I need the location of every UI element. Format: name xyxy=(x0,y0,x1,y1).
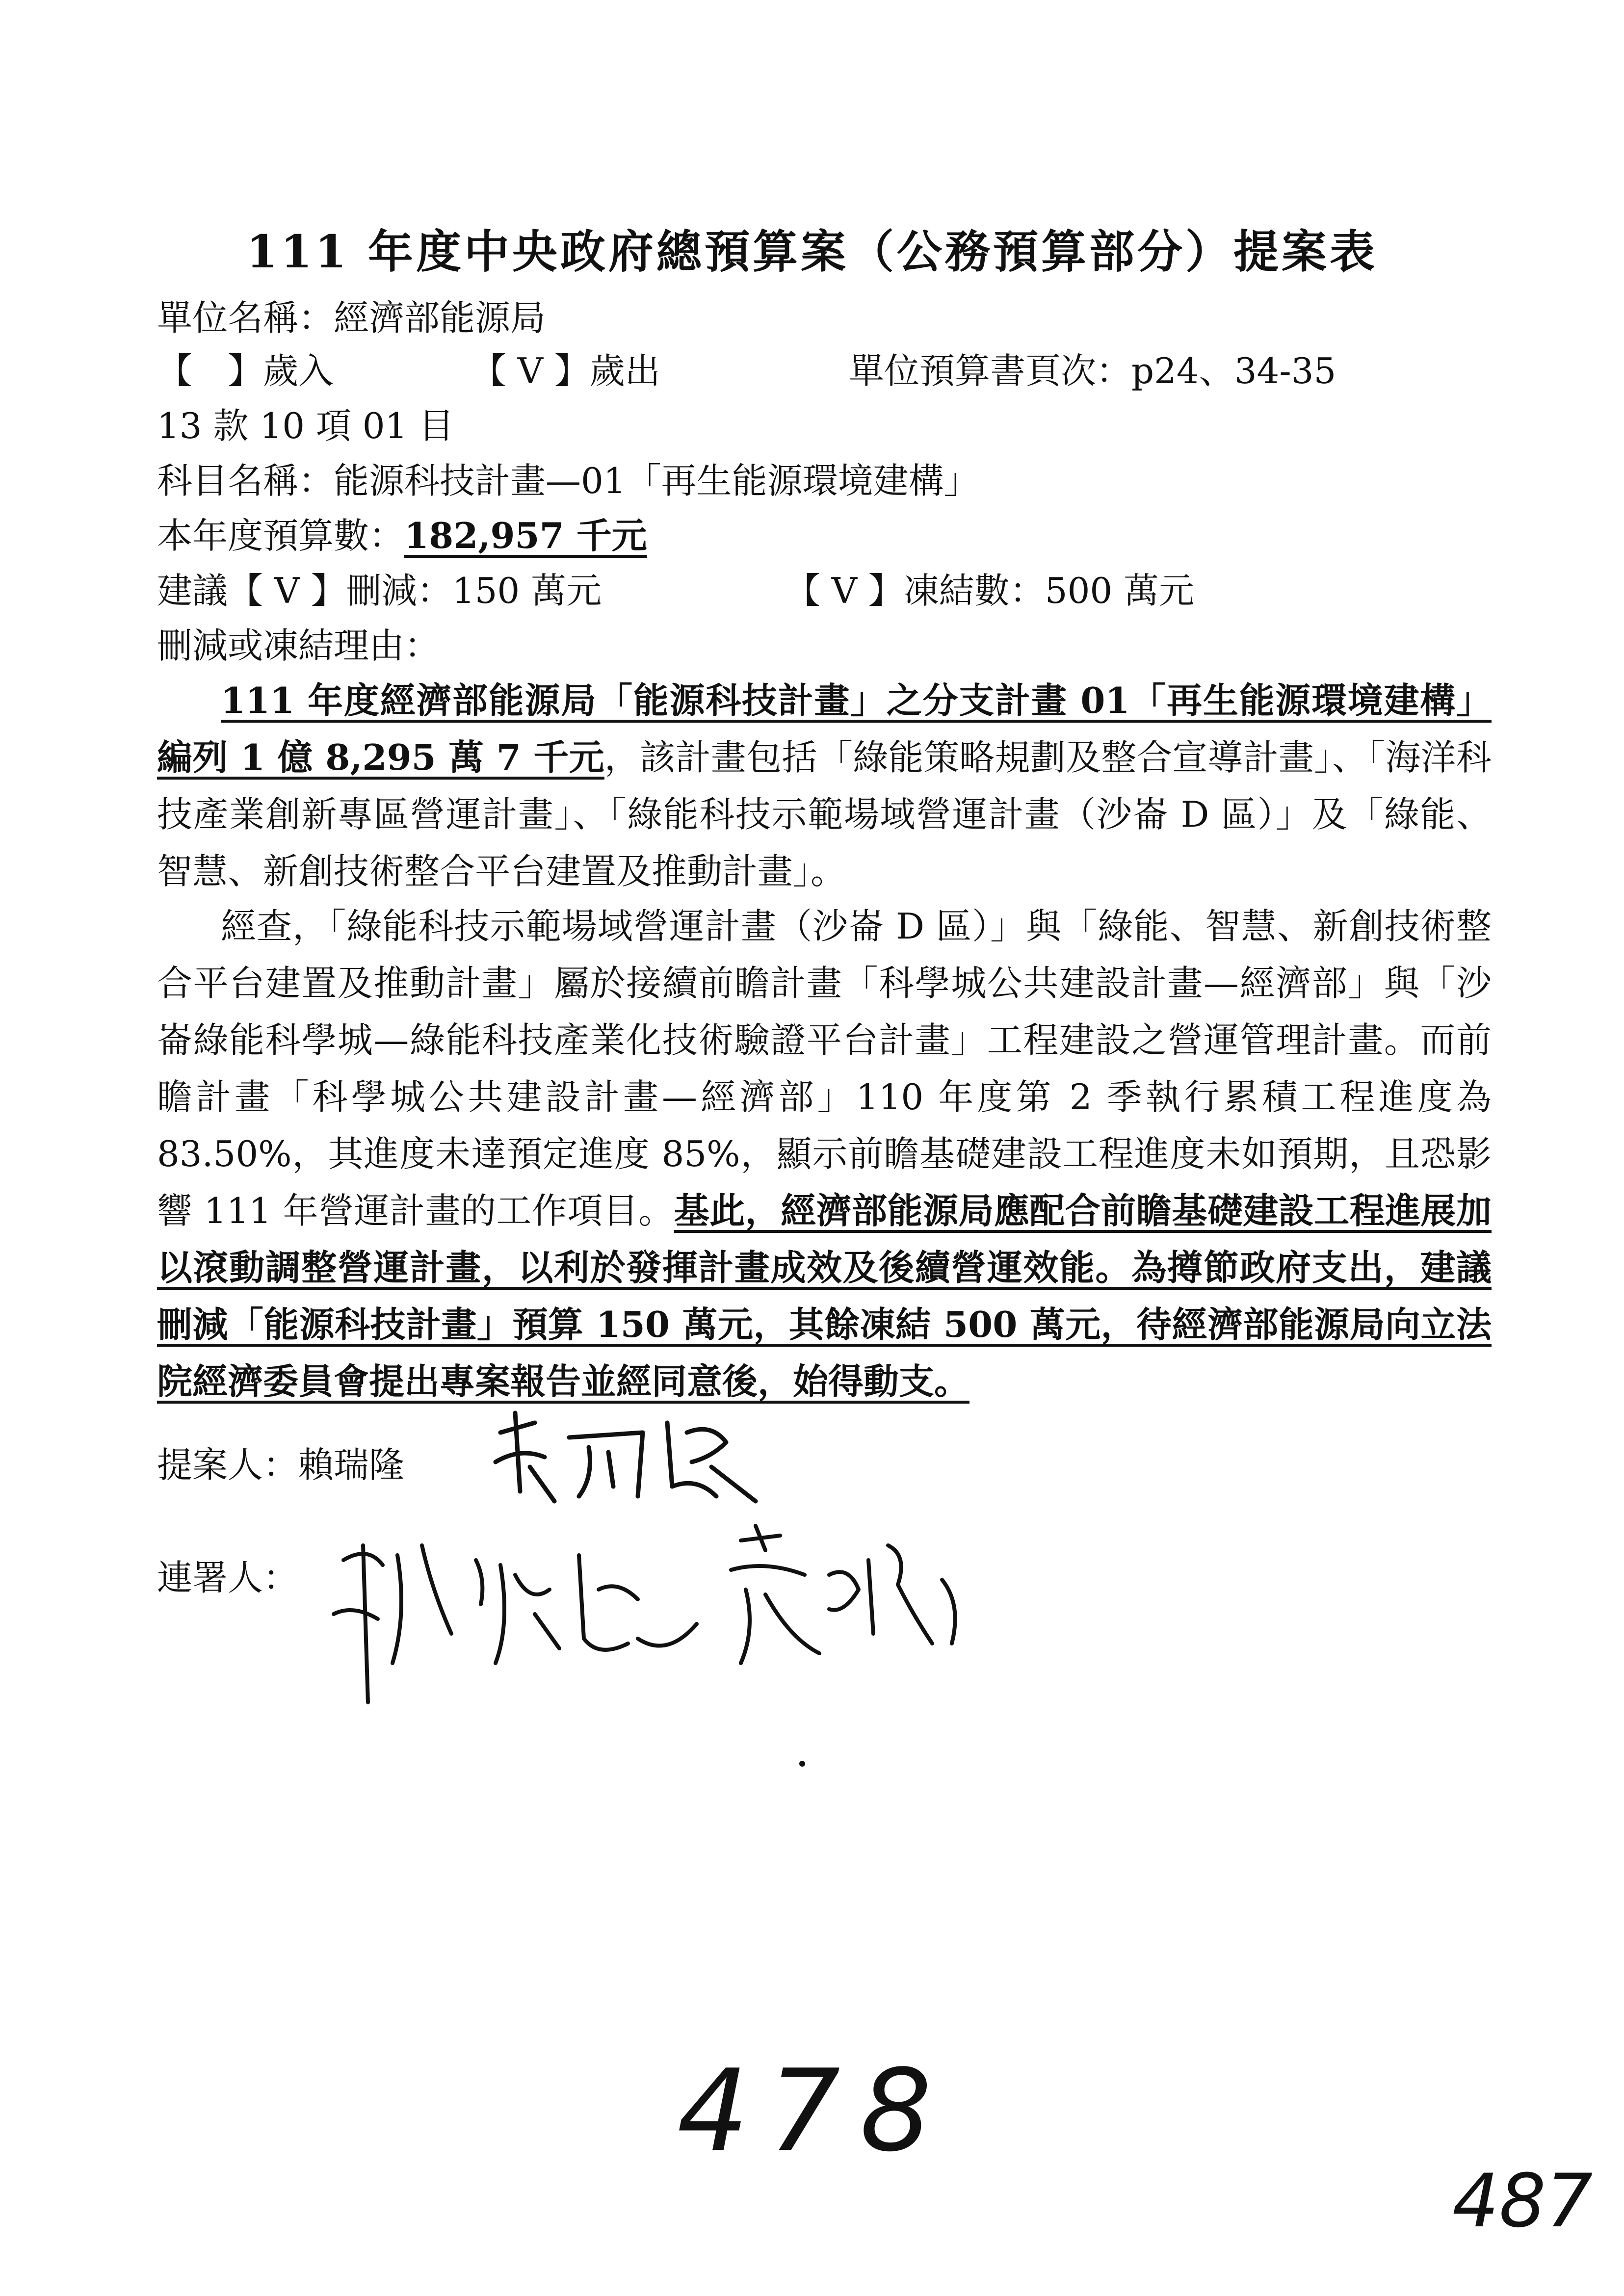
page-number-corner: 487 xyxy=(1452,2159,1593,2244)
reason-label: 刪減或凍結理由： xyxy=(157,625,440,666)
proposer-label: 提案人：賴瑞隆 xyxy=(157,1444,405,1486)
budget-amount-label: 本年度預算數： xyxy=(157,515,405,556)
page-number-center: 478 xyxy=(677,2046,951,2177)
suggest-cut: 建議【 V 】刪減：150 萬元 xyxy=(157,570,602,611)
expenditure-checkbox: 【 V 】歲出 xyxy=(471,350,660,391)
subject-name: 科目名稱：能源科技計畫—01「再生能源環境建構」 xyxy=(157,460,979,501)
revenue-checkbox: 【 】歲入 xyxy=(157,350,334,391)
reason-paragraph-1 xyxy=(157,672,1492,900)
suggest-freeze: 【 V 】凍結數：500 萬元 xyxy=(785,570,1195,611)
reason-paragraph-2 xyxy=(157,898,1492,1410)
paragraph-1-text: ，該計畫包括「綠能策略規劃及整合宣導計畫」、「海洋科技產業創新專區營運計畫」、「綠能科技示範場域營運計畫（沙崙 D 區）」及「綠能、智慧、新創技術整合平台建置及推動計畫」。 xyxy=(157,737,1492,892)
budget-amount-row xyxy=(157,515,647,556)
proposer-signature xyxy=(481,1403,775,1521)
budget-amount-value: 182,957 千元 xyxy=(404,515,647,556)
unit-name: 單位名稱：經濟部能源局 xyxy=(157,297,546,339)
document-title: 111 年度中央政府總預算案（公務預算部分）提案表 xyxy=(246,225,1378,278)
cosigner-label: 連署人： xyxy=(157,1557,299,1598)
budget-book-pages: 單位預算書頁次：p24、34-35 xyxy=(849,350,1336,391)
paragraph-2-text: 經查，「綠能科技示範場域營運計畫（沙崙 D 區）」與「綠能、智慧、新創技術整合平台建置及推動計畫」屬於接續前瞻計畫「科學城公共建設計畫—經濟部」與「沙崙綠能科學城—綠能科技產業化技術驗證平台計畫」工程建設之營運管理計畫。而前瞻計畫「科學城公共建設計畫—經濟部」110 年度第 2 季執行累積工程進度為 83.50%，其進度未達預定進度 85%，顯示前瞻基礎建設工程進度未如預期，且恐影響 111 年營運計畫的工作項目。 xyxy=(157,906,1492,1231)
paragraph-1-emphasis: 111 年度經濟部能源局「能源科技計畫」之分支計畫 01「再生能源環境建構」編列 1 億 8,295 萬 7 千元 xyxy=(157,679,1492,778)
paragraph-2-emphasis: 基此，經濟部能源局應配合前瞻基礎建設工程進展加以滾動調整營運計畫，以利於發揮計畫成效及後續營運效能。為撙節政府支出，建議刪減「能源科技計畫」預算 150 萬元，其餘凍結 500 萬元，待經濟部能源局向立法院經濟委員會提出專案報告並經同意後，始得動支。 xyxy=(157,1190,1492,1402)
account-code: 13 款 10 項 01 目 xyxy=(157,405,454,446)
ink-speck xyxy=(795,1756,810,1771)
cosigner-signatures xyxy=(324,1516,1060,1732)
